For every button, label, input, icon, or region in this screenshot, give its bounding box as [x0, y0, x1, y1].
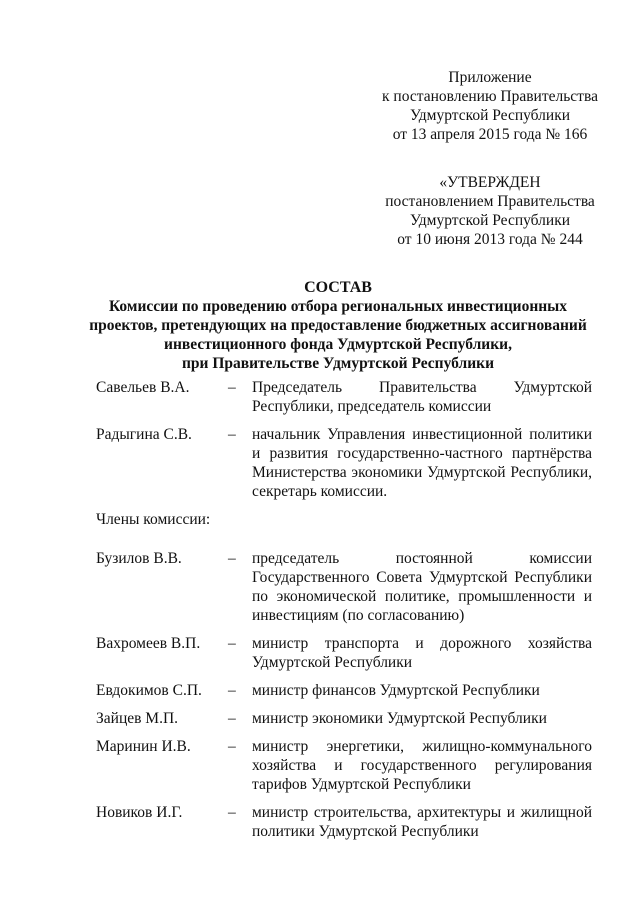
appendix-line: к постановлению Правительства: [382, 88, 598, 105]
dash-separator: –: [228, 379, 236, 396]
title-line: при Правительстве Удмуртской Республики: [181, 355, 495, 372]
title-line: инвестиционного фонда Удмуртской Республики,: [164, 336, 512, 353]
dash-separator: –: [228, 804, 236, 821]
document-title: [80, 278, 596, 373]
approval-header: [380, 173, 600, 249]
member-name: Вахромеев В.П.: [96, 635, 201, 652]
roster-entry: [96, 378, 592, 416]
title-main: СОСТАВ: [304, 279, 372, 296]
roster-entry: [96, 634, 592, 672]
approval-line: постановлением Правительства: [385, 193, 595, 210]
roster-entry: [96, 709, 592, 728]
member-name: Новиков И.Г.: [96, 804, 183, 821]
appendix-line: Удмуртской Республики: [409, 107, 571, 124]
title-line: Комиссии по проведению отбора региональных инвестиционных: [108, 298, 568, 315]
dash-separator: –: [228, 635, 236, 652]
member-role: министр экономики Удмуртской Республики: [252, 710, 547, 727]
members-label: Члены комиссии:: [96, 511, 211, 528]
member-name: Зайцев М.П.: [96, 710, 179, 727]
member-role: министр строительства, архитектуры и жилищной политики Удмуртской Республики: [252, 804, 592, 840]
member-role: председатель постоянной комиссии Государственного Совета Удмуртской Республики по экономической политике, промышленности и инвестициям (по согласованию): [252, 550, 592, 624]
dash-separator: –: [228, 682, 236, 699]
appendix-line: от 13 апреля 2015 года № 166: [392, 126, 588, 143]
member-name: Маринин И.В.: [96, 738, 191, 755]
member-name: Бузилов В.В.: [96, 550, 182, 567]
approval-line: Удмуртской Республики: [409, 212, 571, 229]
roster-entry: [96, 737, 592, 794]
approval-line: от 10 июня 2013 года № 244: [397, 231, 583, 248]
appendix-header: [380, 68, 600, 144]
roster-entry: [96, 549, 592, 625]
member-role: министр транспорта и дорожного хозяйства Удмуртской Республики: [252, 635, 592, 671]
member-role: министр энергетики, жилищно-коммунального хозяйства и государственного регулирования тарифов Удмуртской Республики: [252, 738, 592, 793]
member-name: Евдокимов С.П.: [96, 682, 202, 699]
member-name: Радыгина С.В.: [96, 426, 192, 443]
roster-entry: [96, 803, 592, 841]
member-role: Председатель Правительства Удмуртской Республики, председатель комиссии: [252, 379, 592, 415]
member-role: министр финансов Удмуртской Республики: [252, 682, 540, 699]
roster-entry: [96, 425, 592, 501]
member-name: Савельев В.А.: [96, 379, 190, 396]
title-line: проектов, претендующих на предоставление бюджетных ассигнований: [89, 317, 587, 334]
appendix-line: Приложение: [448, 69, 532, 86]
dash-separator: –: [228, 738, 236, 755]
commission-roster: [96, 378, 592, 850]
roster-entry: [96, 681, 592, 700]
member-role: начальник Управления инвестиционной политики и развития государственно-частного партнёрства Министерства экономики Удмуртской Республики, секретарь комиссии.: [252, 426, 592, 500]
dash-separator: –: [228, 710, 236, 727]
dash-separator: –: [228, 550, 236, 567]
dash-separator: –: [228, 426, 236, 443]
approval-line: «УТВЕРЖДЕН: [439, 174, 541, 191]
